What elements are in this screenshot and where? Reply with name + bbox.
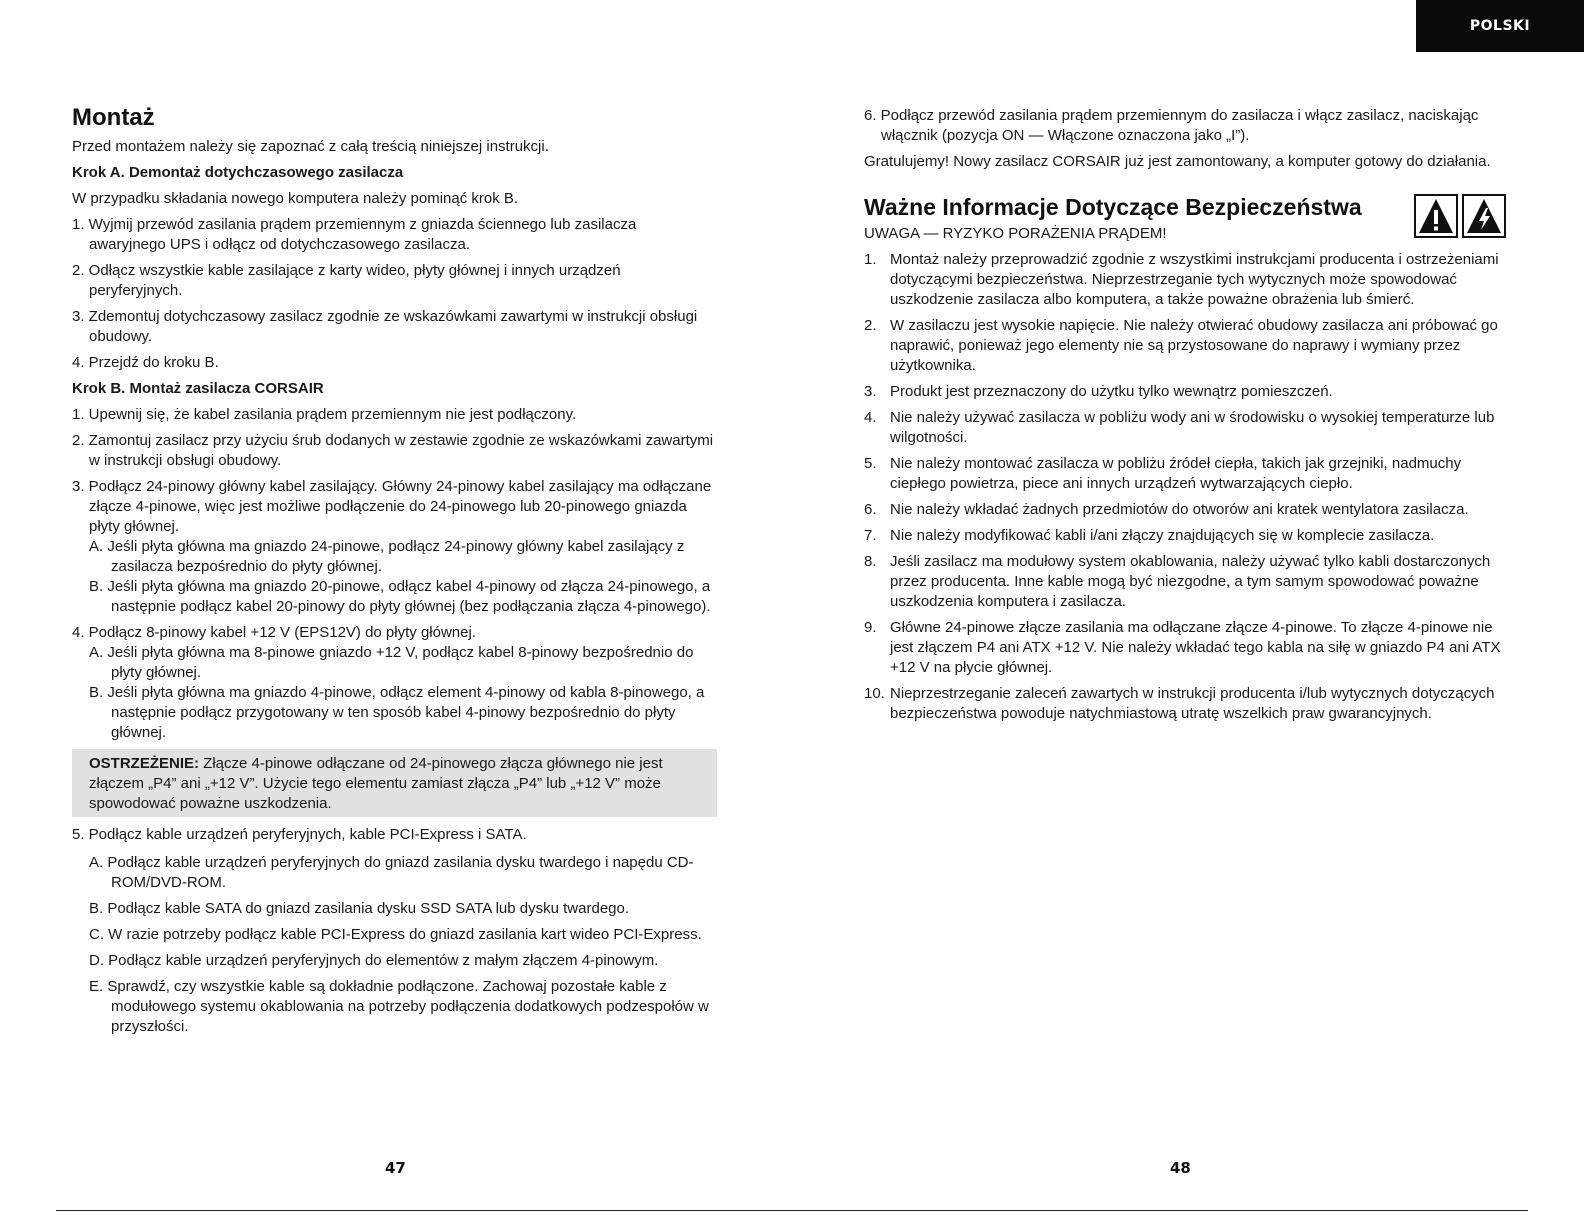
electric-shock-warning-icon	[1462, 194, 1506, 238]
safety-warning-text: UWAGA — RYZYKO PORAŻENIA PRĄDEM!	[864, 225, 1167, 242]
sub-item: B. Podłącz kable SATA do gniazd zasilania dysku SSD SATA lub dysku twardego.	[89, 900, 630, 917]
language-tab: POLSKI	[1416, 0, 1584, 52]
left-column	[72, 103, 717, 1043]
sub-item: D. Podłącz kable urządzeń peryferyjnych do elementów z małym złączem 4-pinowym.	[89, 952, 659, 969]
warning-label: OSTRZEŻENIE:	[89, 755, 200, 772]
sub-item: B. Jeśli płyta główna ma gniazdo 20-pinowe, odłącz kabel 4-pinowy od złącza 24-pinowego, a następnie podłącz kabel 20-pinowy do płyty głównej (bez podłączania złącza 4-pinowego).	[89, 578, 711, 615]
right-column	[864, 106, 1514, 730]
warning-box	[72, 749, 717, 817]
step-b-item: 5. Podłącz kable urządzeń peryferyjnych, kable PCI-Express i SATA.	[72, 826, 527, 843]
warning-text: Złącze 4-pinowe odłączane od 24-pinowego złącza głównego nie jest złączem „P4” ani „+12 V”. Użycie tego elementu zamiast złącza „P4” lub „+12 V” może spowodować poważne uszkodzenia.	[89, 755, 663, 812]
safety-item-number: 9.	[864, 619, 877, 636]
safety-item	[864, 382, 1514, 402]
step-b-item: 2. Zamontuj zasilacz przy użyciu śrub dodanych w zestawie zgodnie ze wskazówkami zawartymi w instrukcji obsługi obudowy.	[72, 432, 714, 469]
safety-item-text: Nie należy używać zasilacza w pobliżu wody ani w środowisku o wysokiej temperaturze lub wilgotności.	[890, 409, 1495, 446]
step-b-item: 3. Podłącz 24-pinowy główny kabel zasilający. Główny 24-pinowy kabel zasilający ma odłączane złącze 4-pinowe, więc jest możliwe podłączenie do 24-pinowego lub 20-pinowego gniazda płyty głównej.	[72, 478, 712, 535]
step-a-note: W przypadku składania nowego komputera należy pominąć krok B.	[72, 190, 519, 207]
congrats-text: Gratulujemy! Nowy zasilacz CORSAIR już jest zamontowany, a komputer gotowy do działania.	[864, 153, 1491, 170]
page-title: Montaż	[72, 104, 155, 131]
safety-title: Ważne Informacje Dotyczące Bezpieczeństwa	[864, 194, 1362, 220]
safety-item-number: 6.	[864, 501, 877, 518]
safety-item	[864, 684, 1514, 724]
safety-item-text: Nie należy wkładać żadnych przedmiotów do otworów ani kratek wentylatora zasilacza.	[890, 501, 1469, 518]
step-a-item: 4. Przejdź do kroku B.	[72, 354, 219, 371]
safety-item	[864, 552, 1514, 612]
page-number-left: 47	[385, 1159, 406, 1177]
step-a-heading: Krok A. Demontaż dotychczasowego zasilacza	[72, 164, 404, 181]
step-b-item: 6. Podłącz przewód zasilania prądem przemiennym do zasilacza i włącz zasilacz, naciskając włącznik (pozycja ON — Włączone oznaczona jako „I”).	[864, 107, 1479, 144]
safety-item	[864, 316, 1514, 376]
safety-item-text: Nie należy modyfikować kabli i/ani złączy znajdujących się w komplecie zasilacza.	[890, 527, 1435, 544]
exclamation-warning-icon	[1414, 194, 1458, 238]
sub-item: A. Jeśli płyta główna ma 8-pinowe gniazdo +12 V, podłącz kabel 8-pinowy bezpośrednio do płyty głównej.	[89, 644, 694, 681]
safety-item-text: Montaż należy przeprowadzić zgodnie z wszystkimi instrukcjami producenta i ostrzeżeniami dotyczącymi bezpieczeństwa. Nieprzestrzeganie tych wytycznych może spowodować uszkodzenie zasilacza albo komputera, a także poważne obrażenia lub śmierć.	[890, 251, 1499, 308]
sub-item: C. W razie potrzeby podłącz kable PCI-Express do gniazd zasilania kart wideo PCI-Express.	[89, 926, 702, 943]
sub-item: B. Jeśli płyta główna ma gniazdo 4-pinowe, odłącz element 4-pinowy od kabla 8-pinowego, a następnie podłącz przygotowany w ten sposób kabel 4-pinowy bezpośrednio do płyty głównej.	[89, 684, 705, 741]
safety-item-text: W zasilaczu jest wysokie napięcie. Nie należy otwierać obudowy zasilacza ani próbować go naprawić, ponieważ jego elementy nie są przystosowane do naprawy i wymiany przez użytkownika.	[890, 317, 1498, 374]
page-number-right: 48	[1170, 1159, 1191, 1177]
sub-item: A. Podłącz kable urządzeń peryferyjnych do gniazd zasilania dysku twardego i napędu CD-ROM/DVD-ROM.	[89, 854, 694, 891]
safety-item	[864, 526, 1514, 546]
safety-item-number: 2.	[864, 317, 877, 334]
step-b-item: 4. Podłącz 8-pinowy kabel +12 V (EPS12V) do płyty głównej.	[72, 624, 476, 641]
step-b-item: 1. Upewnij się, że kabel zasilania prądem przemiennym nie jest podłączony.	[72, 406, 577, 423]
safety-item	[864, 250, 1514, 310]
safety-item-text: Produkt jest przeznaczony do użytku tylko wewnątrz pomieszczeń.	[890, 383, 1333, 400]
footer-divider	[56, 1210, 1528, 1211]
step-b-item4-sublist	[72, 643, 717, 743]
safety-item	[864, 454, 1514, 494]
safety-item	[864, 408, 1514, 448]
safety-item-text: Nie należy montować zasilacza w pobliżu źródeł ciepła, takich jak grzejniki, nadmuchy ciepłego powietrza, piece ani innych urządzeń wytwarzających ciepło.	[890, 455, 1462, 492]
safety-item-number: 7.	[864, 527, 877, 544]
sub-item: E. Sprawdź, czy wszystkie kable są dokładnie podłączone. Zachowaj pozostałe kable z modułowego systemu okablowania na potrzeby podłączenia dodatkowych podzespołów w przyszłości.	[89, 978, 709, 1035]
warning-text-block	[89, 754, 711, 814]
safety-item	[864, 500, 1514, 520]
safety-item-number: 5.	[864, 455, 877, 472]
safety-item-number: 4.	[864, 409, 877, 426]
safety-item-number: 3.	[864, 383, 877, 400]
step-a-item: 3. Zdemontuj dotychczasowy zasilacz zgodnie ze wskazówkami zawartymi w instrukcji obsługi obudowy.	[72, 308, 698, 345]
safety-item	[864, 618, 1514, 678]
safety-item-text: Jeśli zasilacz ma modułowy system okablowania, należy używać tylko kabli dostarczonych przez producenta. Inne kable mogą być niezgodne, a tym samym spowodować poważne uszkodzenia komputera i zasilacza.	[890, 553, 1491, 610]
safety-list	[864, 250, 1514, 724]
safety-header	[864, 192, 1514, 244]
warning-icons	[1414, 194, 1506, 238]
step-a-item: 2. Odłącz wszystkie kable zasilające z karty wideo, płyty głównej i innych urządzeń peryferyjnych.	[72, 262, 621, 299]
step-a-item: 1. Wyjmij przewód zasilania prądem przemiennym z gniazda ściennego lub zasilacza awaryjnego UPS i odłącz od dotychczasowego zasilacza.	[72, 216, 637, 253]
safety-item-number: 8.	[864, 553, 877, 570]
safety-item-text: Nieprzestrzeganie zaleceń zawartych w instrukcji producenta i/lub wytycznych dotyczących bezpieczeństwa powoduje natychmiastową utratę wszelkich praw gwarancyjnych.	[890, 685, 1495, 722]
step-b-heading: Krok B. Montaż zasilacza CORSAIR	[72, 380, 324, 397]
safety-item-number: 1.	[864, 251, 877, 268]
sub-item: A. Jeśli płyta główna ma gniazdo 24-pinowe, podłącz 24-pinowy główny kabel zasilający z zasilacza bezpośrednio do płyty głównej.	[89, 538, 685, 575]
safety-item-number: 10.	[864, 685, 885, 702]
safety-item-text: Główne 24-pinowe złącze zasilania ma odłączane złącze 4-pinowe. To złącze 4-pinowe nie jest złączem P4 ani ATX +12 V. Nie należy wkładać tego kabla na siłę w gniazdo P4 ani ATX +12 V na płycie głównej.	[890, 619, 1501, 676]
step-b-item3-sublist	[72, 537, 717, 617]
intro-text: Przed montażem należy się zapoznać z całą treścią niniejszej instrukcji.	[72, 138, 549, 155]
